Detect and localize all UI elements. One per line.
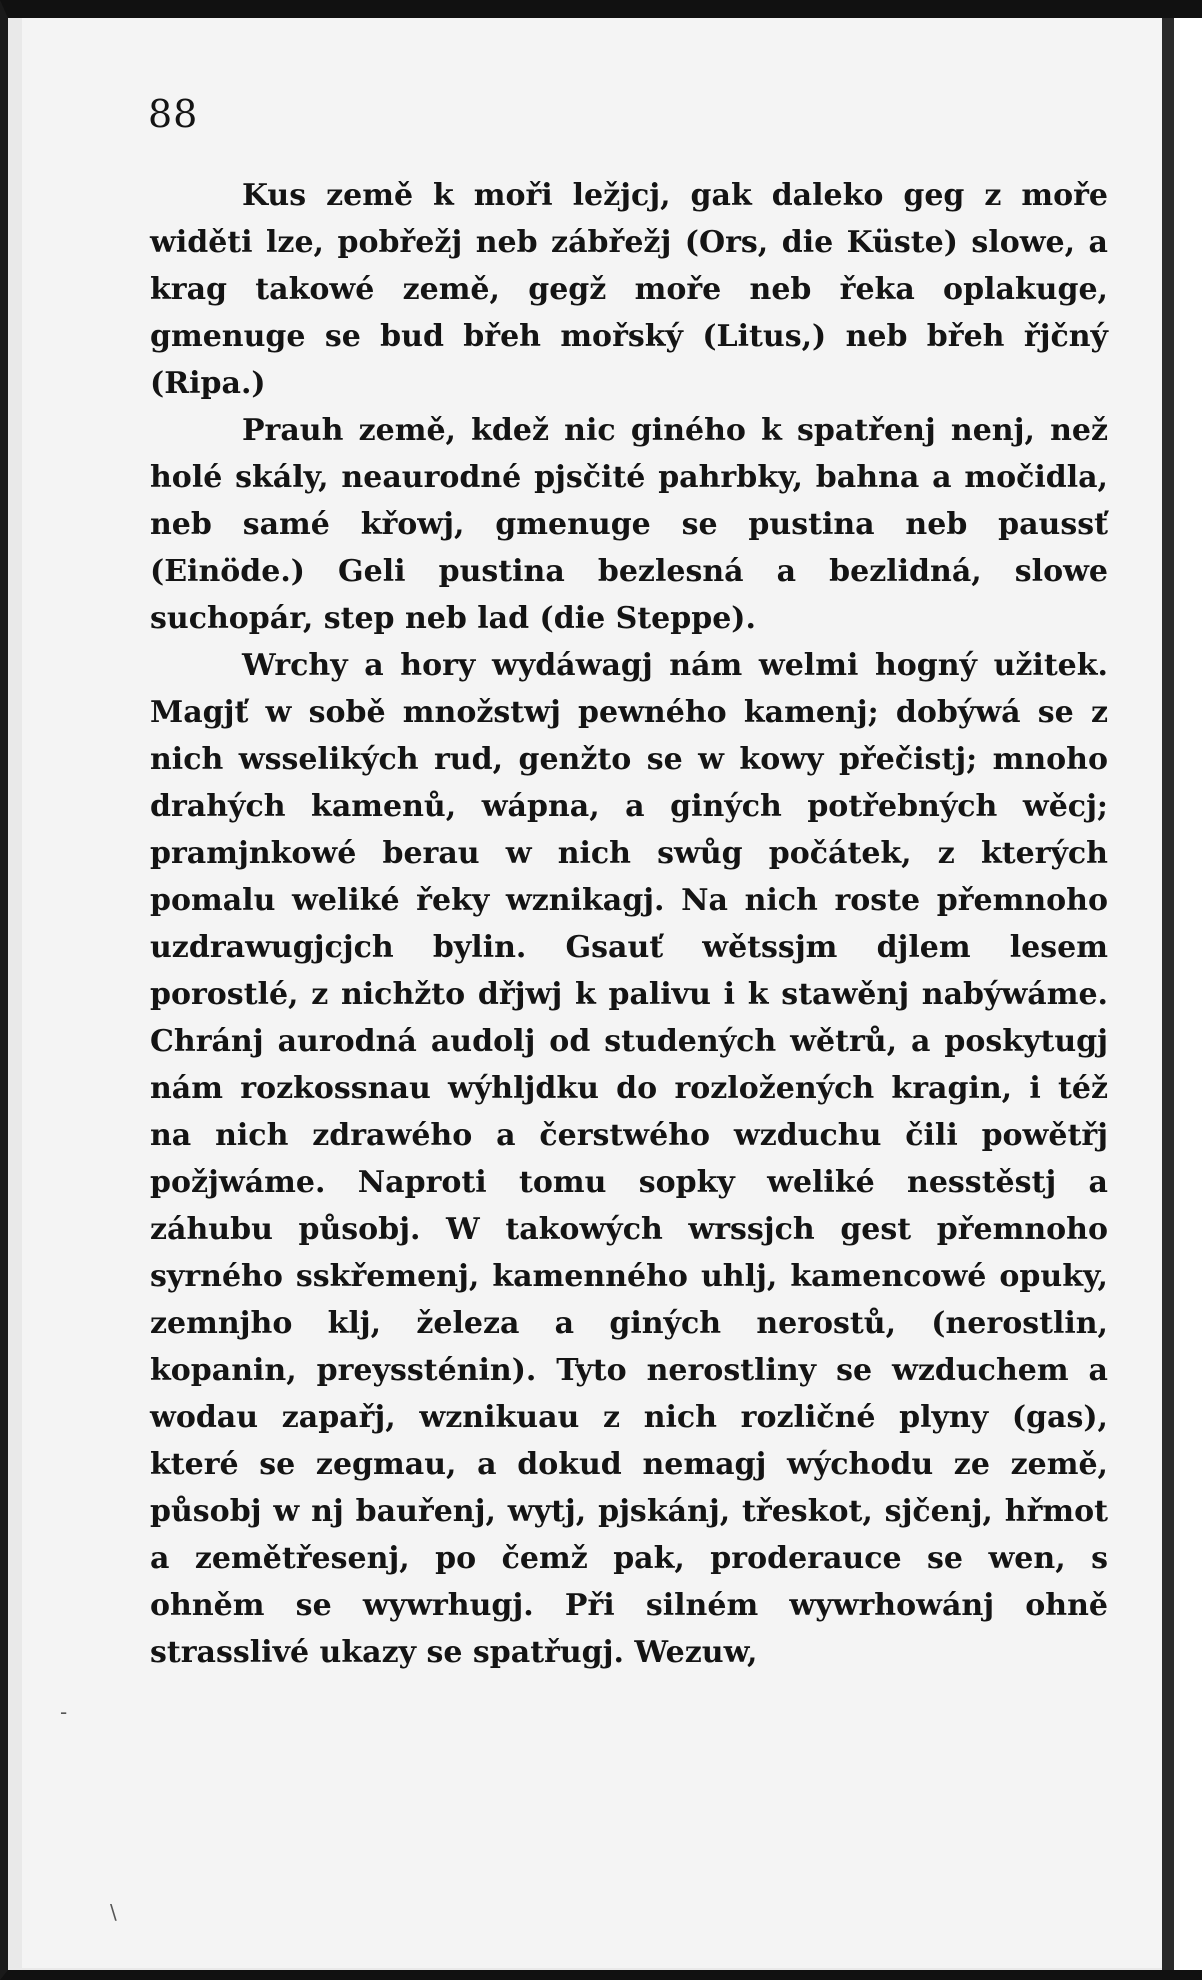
page-binding-edge <box>1162 18 1174 1970</box>
scan-margin <box>1174 18 1202 1970</box>
paragraph-wasteland: Prauh země, kdež nic giného k spatřenj nenj, než holé skály, neaurodné pjsčité pahrbky, bahna a močidla, neb samé křowj, gmenuge se pustina neb paussť (Einöde.) Geli pustina bezlesná a bezlidná, slowe suchopár, step neb lad (die Steppe). <box>150 413 1108 636</box>
scan-scratch: \ <box>110 1900 117 1924</box>
scan-speck: - <box>60 1700 68 1724</box>
body-text <box>150 172 1108 1676</box>
page-number: 88 <box>148 92 199 136</box>
paragraph-coast: Kus země k moři ležjcj, gak daleko geg z moře widěti lze, pobřežj neb zábřežj (Ors, die Küste) slowe, a krag takowé země, gegž moře neb řeka oplakuge, gmenuge se bud břeh mořský (Litus,) neb břeh řjčný (Ripa.) <box>150 178 1108 401</box>
paragraph-mountains: Wrchy a hory wydáwagj nám welmi hogný užitek. Magjť w sobě množstwj pewného kamenj; dobýwá se z nich wsselikých rud, genžto se w kowy přečistj; mnoho drahých kamenů, wápna, a giných potřebných wěcj; pramjnkowé berau w nich swůg počátek, z kterých pomalu weliké řeky wznikagj. Na nich roste přemnoho uzdrawugjcjch bylin. Gsauť wětssjm djlem lesem porostlé, z nichžto dřjwj k palivu i k stawěnj nabýwáme. Chránj aurodná audolj od studených wětrů, a poskytugj nám rozkossnau wýhljdku do rozložených kragin, i též na nich zdrawého a čerstwého wzduchu čili powětřj požjwáme. Naproti tomu sopky weliké nesstěstj a záhubu působj. W takowých wrssjch gest přemnoho syrného sskřemenj, kamenného uhlj, kamencowé opuky, zemnjho klj, železa a giných nerostů, (nerostlin, kopanin, preyssténin). Tyto nerostliny se wzduchem a wodau zapařj, wznikuau z nich rozličné plyny (gas), které se zegmau, a dokud nemagj wýchodu ze země, působj w nj bauřenj, wytj, pjskánj, třeskot, sjčenj, hřmot a zemětřesenj, po čemž pak, proderauce se wen, s ohněm se wywrhugj. Při silném wywrhowánj ohně strasslivé ukazy se spatřugj. Wezuw, <box>150 648 1108 1670</box>
